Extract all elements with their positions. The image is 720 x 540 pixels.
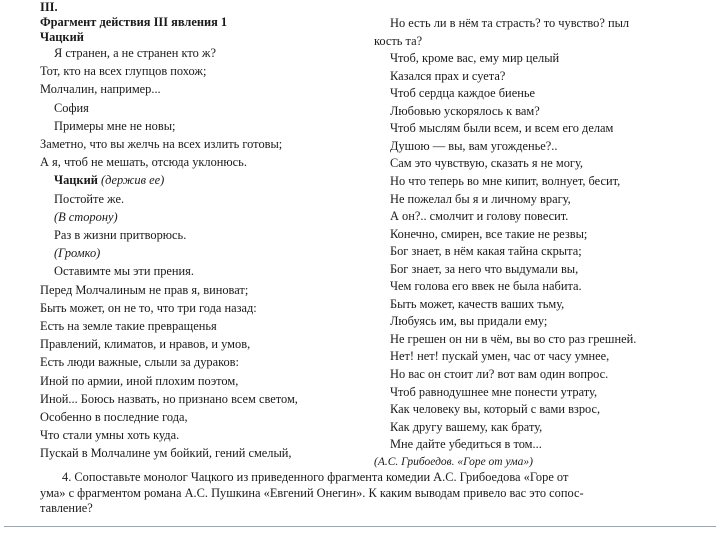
verse-line bbox=[40, 337, 250, 352]
verse-line: Но вас он стоит ли? вот вам один вопрос. bbox=[390, 367, 609, 381]
verse-line bbox=[40, 137, 282, 152]
verse-line bbox=[40, 82, 161, 97]
verse-line bbox=[54, 228, 186, 243]
verse-line bbox=[54, 173, 164, 188]
verse-text: Быть может, он не то, что три года назад: bbox=[40, 300, 257, 315]
verse-text: А я, чтоб не мешать, отсюда уклонюсь. bbox=[40, 155, 247, 170]
verse-line: Бог знает, за него что выдумали вы, bbox=[390, 261, 579, 276]
verse-text: Заметно, что вы желчь на всех излить готовы; bbox=[40, 137, 283, 151]
verse-text: Примеры мне не новы; bbox=[54, 118, 176, 133]
verse-line bbox=[40, 410, 188, 425]
verse-line bbox=[54, 192, 124, 207]
verse-line: Как другу вашему, как брату, bbox=[390, 419, 543, 434]
verse-text: Постойте же. bbox=[54, 191, 125, 206]
fragment-title: Фрагмент действия III явления 1 bbox=[40, 15, 228, 29]
verse-text: (Громко) bbox=[54, 246, 101, 261]
verse-line bbox=[40, 155, 247, 170]
right-column bbox=[372, 0, 712, 465]
verse-line: Сам это чувствую, сказать я не могу, bbox=[390, 156, 584, 171]
verse-line: Любовью ускорялось к вам? bbox=[390, 103, 540, 118]
verse-line bbox=[54, 101, 89, 116]
verse-line: Конечно, смирен, все такие не резвы; bbox=[390, 226, 588, 241]
verse-line: Чтоб мыслям были всем, и всем его делам bbox=[390, 121, 614, 136]
verse-line bbox=[40, 428, 179, 443]
verse-text: Правлений, климатов, и нравов, и умов, bbox=[40, 337, 251, 352]
verse-line: А он?.. смолчит и голову повесит. bbox=[390, 209, 569, 224]
verse-text: Особенно в последние года, bbox=[40, 410, 188, 424]
verse-line: Казался прах и суета? bbox=[390, 68, 506, 83]
verse-line: Мне дайте убедиться в том... bbox=[390, 437, 542, 452]
verse-line bbox=[40, 446, 292, 461]
verse-line bbox=[54, 246, 100, 261]
verse-text: Чацкий bbox=[54, 173, 98, 188]
verse-line: Но что теперь во мне кипит, волнует, бесит, bbox=[390, 173, 621, 188]
verse-line bbox=[40, 355, 239, 370]
verse-line bbox=[54, 119, 175, 134]
verse-line: Быть может, качеств ваших тьму, bbox=[390, 296, 565, 311]
section-number: III. bbox=[40, 0, 58, 14]
verse-text: Есть люди важные, слыли за дураков: bbox=[40, 355, 239, 370]
verse-line: Чтоб сердца каждое биенье bbox=[390, 86, 535, 101]
question-line: ума» с фрагментом романа А.С. Пушкина «Евгений Онегин». К каким выводам привело вас это сопос- bbox=[40, 485, 584, 500]
verse-text: (В сторону) bbox=[54, 209, 118, 224]
verse-line bbox=[54, 46, 216, 61]
verse-line: Нет! нет! пускай умен, час от часу умнее, bbox=[390, 349, 610, 364]
verse-text: Раз в жизни притворюсь. bbox=[54, 228, 187, 242]
page-bottom-rule bbox=[4, 526, 716, 527]
verse-line: Душою — вы, вам угожденье?.. bbox=[390, 138, 558, 153]
verse-text: Молчалин, например... bbox=[40, 82, 161, 97]
verse-text: Оставимте мы эти прения. bbox=[54, 264, 194, 279]
verse-line: Бог знает, в нём какая тайна скрыта; bbox=[390, 244, 582, 259]
verse-line: Не грешен он ни в чём, вы во сто раз грешней. bbox=[390, 331, 637, 346]
verse-line bbox=[40, 374, 238, 389]
speaker-name: Чацкий bbox=[40, 30, 84, 44]
verse-line: Не пожелал бы я и личному врагу, bbox=[390, 191, 571, 206]
verse-text: Тот, кто на всех глупцов похож; bbox=[40, 64, 207, 79]
verse-line: Любуясь им, вы придали ему; bbox=[390, 314, 548, 329]
question-line: тавление? bbox=[40, 501, 93, 515]
source-reference: (А.С. Грибоедов. «Горе от ума») bbox=[374, 456, 533, 468]
stage-direction: (держив ее) bbox=[97, 173, 165, 188]
verse-line: Чем голова его ввек не была набита. bbox=[390, 279, 582, 294]
verse-line bbox=[54, 210, 118, 225]
verse-line: Чтоб равнодушнее мне понести утрату, bbox=[390, 384, 598, 399]
assignment-question bbox=[40, 470, 700, 517]
verse-text: Что стали умны хоть куда. bbox=[40, 428, 180, 443]
verse-line: Чтоб, кроме вас, ему мир целый bbox=[390, 51, 560, 66]
verse-text: Есть на земле такие превращенья bbox=[40, 319, 217, 333]
question-line: 4. Сопоставьте монолог Чацкого из приведенного фрагмента комедии А.С. Грибоедова «Горе от bbox=[62, 470, 569, 484]
verse-text: София bbox=[54, 100, 89, 115]
verse-line bbox=[40, 392, 298, 407]
verse-line: Но есть ли в нём та страсть? то чувство? пыл bbox=[390, 16, 630, 30]
verse-line bbox=[40, 283, 248, 298]
verse-text: Иной по армии, иной плохим поэтом, bbox=[40, 373, 239, 388]
verse-text: Перед Молчалиным не прав я, виноват; bbox=[40, 282, 249, 297]
verse-line bbox=[40, 301, 257, 316]
verse-line bbox=[54, 264, 194, 279]
left-column bbox=[0, 0, 372, 465]
verse-line: Как человеку вы, который с вами взрос, bbox=[390, 402, 601, 417]
verse-text: Пускай в Молчалине ум бойкий, гений смелый, bbox=[40, 446, 292, 461]
verse-line: кость та? bbox=[374, 33, 423, 48]
verse-line bbox=[40, 64, 206, 79]
verse-text: Иной... Боюсь назвать, но признано всем светом, bbox=[40, 391, 298, 406]
verse-text: Я странен, а не странен кто ж? bbox=[54, 46, 216, 60]
verse-line bbox=[40, 319, 217, 334]
